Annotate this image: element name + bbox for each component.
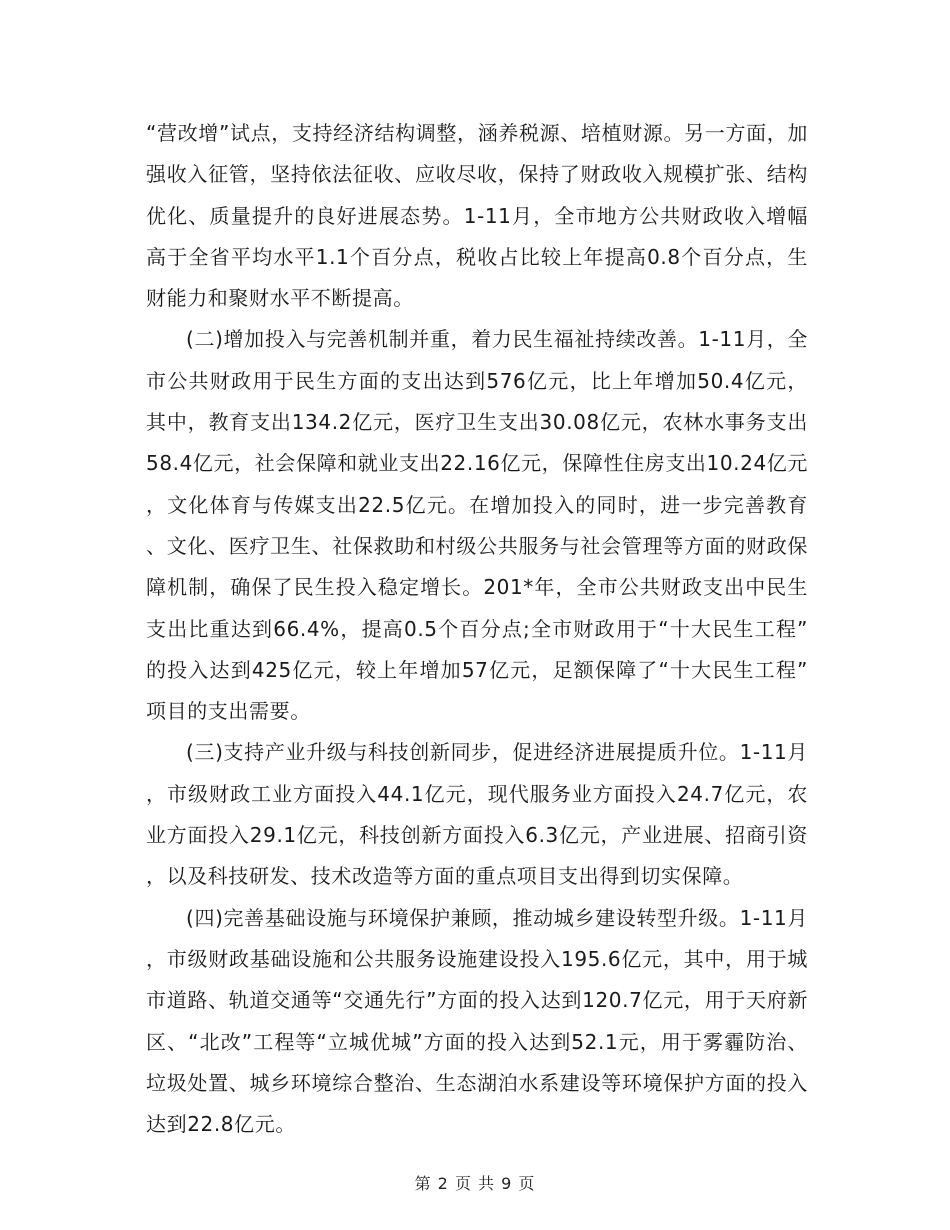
document-body [146, 113, 808, 1145]
paragraph-industry: (三)支持产业升级与科技创新同步，促进经济进展提质升位。1-11月，市级财政工业方面投入44.1亿元，现代服务业方面投入24.7亿元，农业方面投入29.1亿元，科技创新方面投入6.3亿元，产业进展、招商引资，以及科技研发、技术改造等方面的重点项目支出得到切实保障。 [146, 740, 808, 889]
paragraph-continuation: “营改增”试点，支持经济结构调整，涵养税源、培植财源。另一方面，加强收入征管，坚持依法征收、应收尽收，保持了财政收入规模扩张、结构优化、质量提升的良好进展态势。1-11月，全市地方公共财政收入增幅高于全省平均水平1.1个百分点，税收占比较上年提高0.8个百分点，生财能力和聚财水平不断提高。 [146, 121, 808, 311]
paragraph-livelihood: (二)增加投入与完善机制并重，着力民生福祉持续改善。1-11月，全市公共财政用于民生方面的支出达到576亿元，比上年增加50.4亿元，其中，教育支出134.2亿元，医疗卫生支出30.08亿元，农林水事务支出58.4亿元，社会保障和就业支出22.16亿元，保障性住房支出10.24亿元，文化体育与传媒支出22.5亿元。在增加投入的同时，进一步完善教育、文化、医疗卫生、社保救助和村级公共服务与社会管理等方面的财政保障机制，确保了民生投入稳定增长。201*年，全市公共财政支出中民生支出比重达到66.4%，提高0.5个百分点;全市财政用于“十大民生工程”的投入达到425亿元，较上年增加57亿元，足额保障了“十大民生工程”项目的支出需要。 [146, 327, 808, 724]
page-footer [0, 1172, 950, 1196]
paragraph-infrastructure: (四)完善基础设施与环境保护兼顾，推动城乡建设转型升级。1-11月，市级财政基础设施和公共服务设施建设投入195.6亿元，其中，用于城市道路、轨道交通等“交通先行”方面的投入达到120.7亿元，用于天府新区、“北改”工程等“立城优城”方面的投入达到52.1元，用于雾霾防治、垃圾处置、城乡环境综合整治、生态湖泊水系建设等环境保护方面的投入达到22.8亿元。 [146, 905, 808, 1137]
page-number: 第 2 页 共 9 页 [414, 1174, 536, 1193]
